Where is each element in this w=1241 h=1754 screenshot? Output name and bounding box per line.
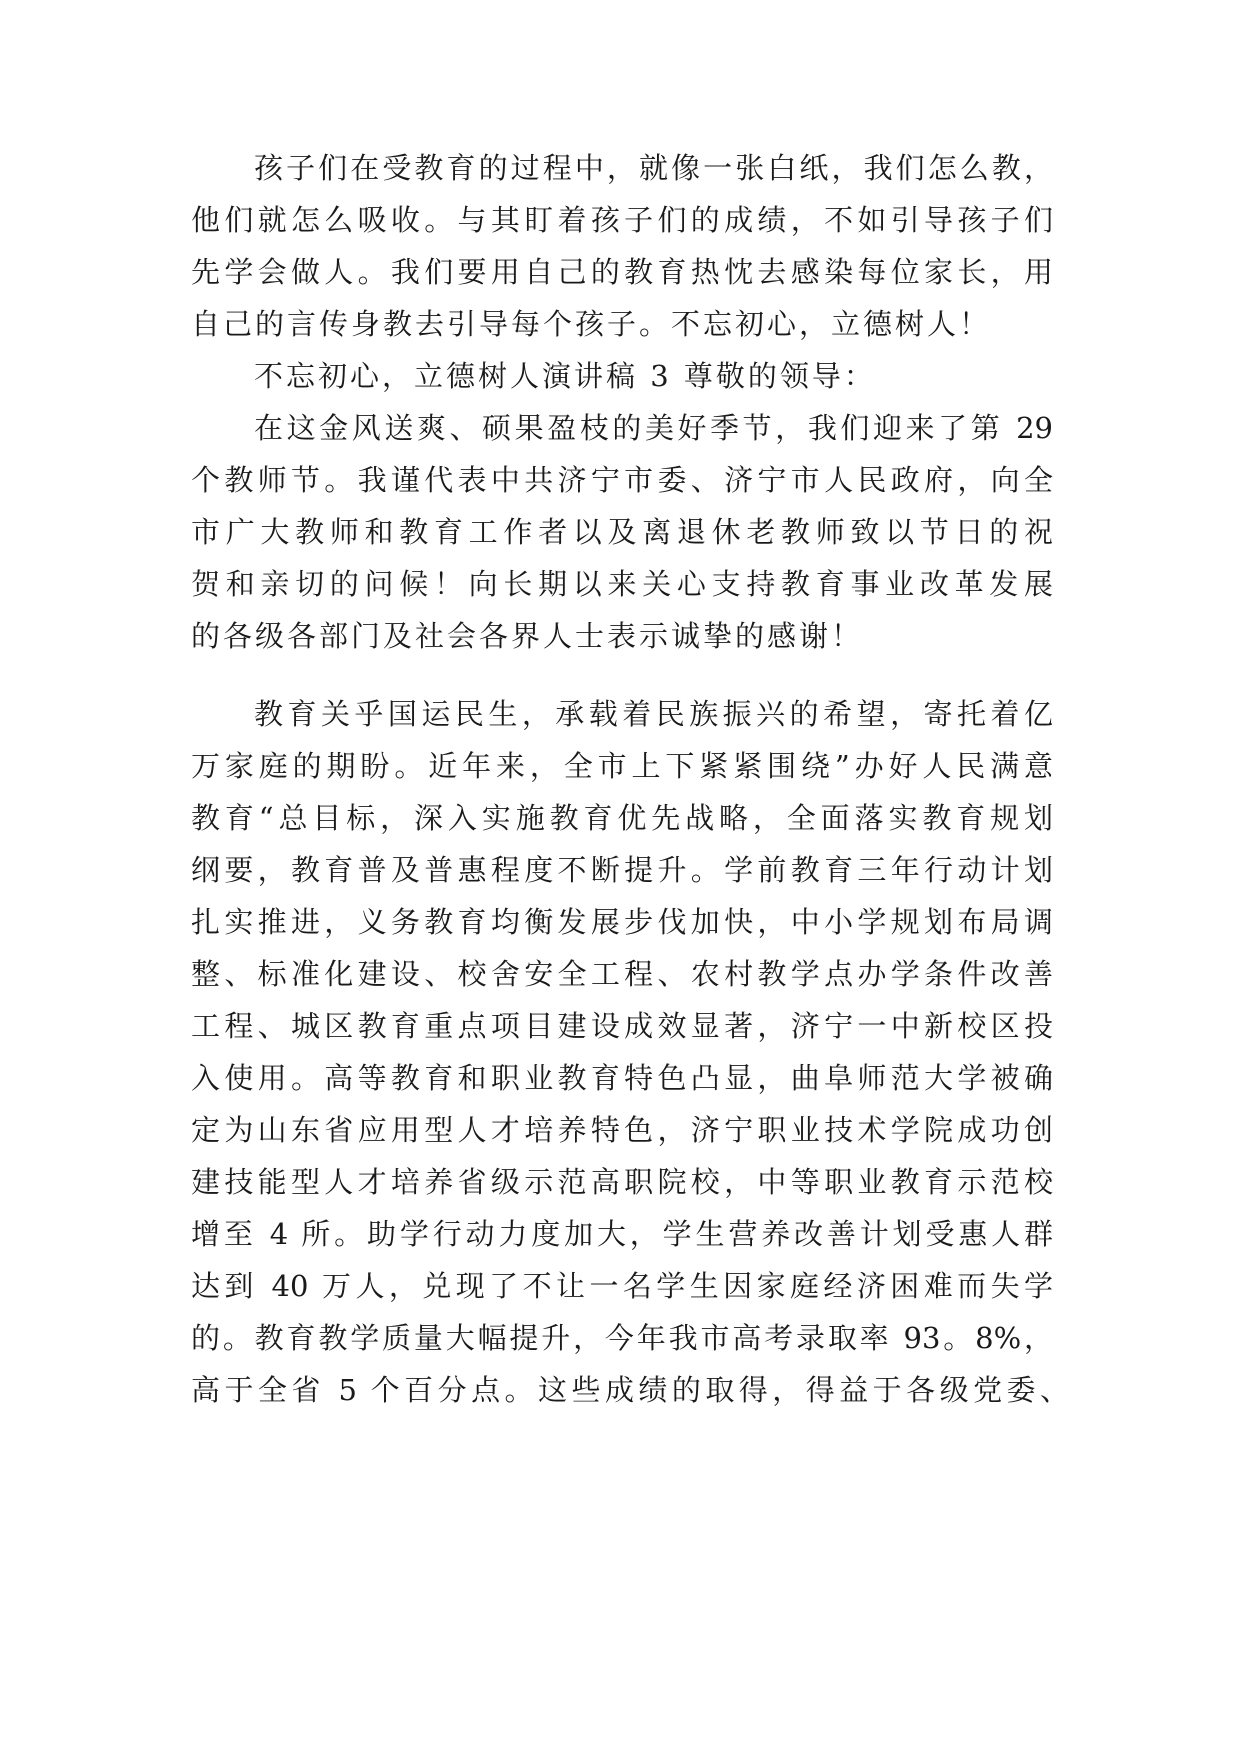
text-line: 教育“总目标，深入实施教育优先战略，全面落实教育规划 (191, 801, 1053, 835)
text-line: 市广大教师和教育工作者以及离退休老教师致以节日的祝 (191, 515, 1053, 549)
text-line: 工程、城区教育重点项目建设成效显著，济宁一中新校区投 (191, 1009, 1053, 1043)
text-line: 个教师节。我谨代表中共济宁市委、济宁市人民政府，向全 (191, 463, 1053, 497)
text-line: 增至 4 所。助学行动力度加大，学生营养改善计划受惠人群 (191, 1217, 1053, 1251)
text-line: 整、标准化建设、校舍安全工程、农村教学点办学条件改善 (191, 957, 1053, 991)
text-line: 纲要，教育普及普惠程度不断提升。学前教育三年行动计划 (191, 853, 1053, 887)
text-line: 定为山东省应用型人才培养特色，济宁职业技术学院成功创 (191, 1113, 1053, 1147)
text-line: 万家庭的期盼。近年来，全市上下紧紧围绕”办好人民满意 (191, 749, 1053, 783)
text-line: 高于全省 5 个百分点。这些成绩的取得，得益于各级党委、 (191, 1373, 1069, 1407)
text-line: 扎实推进，义务教育均衡发展步伐加快，中小学规划布局调 (191, 905, 1053, 939)
text-line: 在这金风送爽、硕果盈枝的美好季节，我们迎来了第 29 (254, 411, 1053, 445)
text-line: 教育关乎国运民生，承载着民族振兴的希望，寄托着亿 (254, 697, 1053, 731)
text-line: 自己的言传身教去引导每个孩子。不忘初心，立德树人！ (191, 307, 992, 341)
text-line: 入使用。高等教育和职业教育特色凸显，曲阜师范大学被确 (191, 1061, 1053, 1095)
text-line: 的。教育教学质量大幅提升，今年我市高考录取率 93。8%， (191, 1321, 1053, 1355)
text-line: 先学会做人。我们要用自己的教育热忱去感染每位家长，用 (191, 255, 1053, 289)
text-line: 他们就怎么吸收。与其盯着孩子们的成绩，不如引导孩子们 (191, 203, 1053, 237)
text-line: 的各级各部门及社会各界人士表示诚挚的感谢！ (191, 619, 864, 653)
text-line: 贺和亲切的问候！向长期以来关心支持教育事业改革发展 (191, 567, 1053, 601)
text-line: 达到 40 万人，兑现了不让一名学生因家庭经济困难而失学 (191, 1269, 1053, 1303)
text-line: 不忘初心，立德树人演讲稿 3 尊敬的领导： (254, 359, 876, 393)
text-line: 建技能型人才培养省级示范高职院校，中等职业教育示范校 (191, 1165, 1053, 1199)
text-line: 孩子们在受教育的过程中，就像一张白纸，我们怎么教， (254, 151, 1053, 185)
